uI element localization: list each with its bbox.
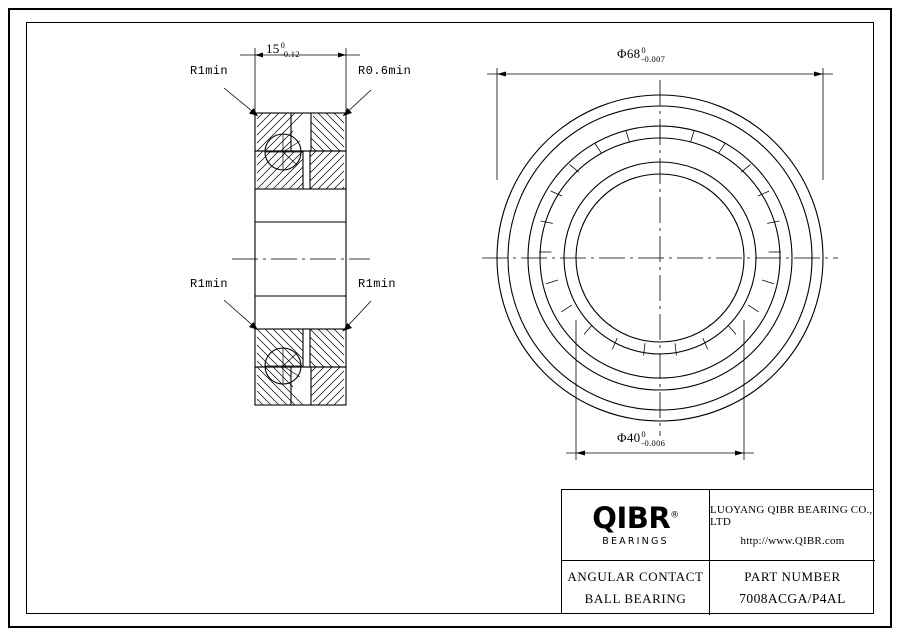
bore-symbol: Φ <box>617 430 627 445</box>
od-nominal: 68 <box>626 46 641 61</box>
leader-lines <box>224 88 371 331</box>
annotation-chamfer-bottom-right: R1min <box>358 277 397 291</box>
brand-text: QIBR <box>592 500 671 535</box>
brand-logo <box>562 490 710 561</box>
brand-name <box>592 500 679 535</box>
hatch-top-inner-right <box>310 151 344 189</box>
part-number-value: 7008ACGA/P4AL <box>739 591 846 606</box>
company-info <box>710 490 875 561</box>
bore-lower-tol: -0.006 <box>641 438 666 449</box>
front-view-centerlines <box>482 80 838 436</box>
annotation-chamfer-bottom-left: R1min <box>190 277 229 291</box>
hatch-bottom-right <box>311 367 344 405</box>
registered-mark: ® <box>670 509 679 520</box>
od-lower-tol: -0.007 <box>641 54 666 65</box>
annotation-chamfer-top-right: R0.6min <box>358 64 412 78</box>
description-line-2: BALL BEARING <box>584 591 687 606</box>
section-outer-ring-top <box>255 113 346 151</box>
title-block <box>561 489 874 614</box>
width-dimension-label <box>266 41 300 59</box>
product-description <box>562 561 710 615</box>
width-upper-tol: 0 <box>280 40 286 51</box>
part-number-cell <box>710 561 875 615</box>
od-symbol: Φ <box>617 46 627 61</box>
od-upper-tol: 0 <box>641 45 646 56</box>
annotation-chamfer-top-left: R1min <box>190 64 229 78</box>
width-nominal: 15 <box>266 41 280 56</box>
bore-nominal: 40 <box>626 430 641 445</box>
width-dimension <box>240 48 360 113</box>
width-lower-tol: -0.12 <box>280 49 300 60</box>
bore-upper-tol: 0 <box>641 429 646 440</box>
od-dimension-label <box>617 46 665 64</box>
brand-tagline: BEARINGS <box>602 535 669 547</box>
section-outer-ring-bottom <box>255 367 346 405</box>
hatch-bottom-left <box>257 367 303 405</box>
company-website[interactable]: http://www.QIBR.com <box>740 534 845 547</box>
part-number-label: PART NUMBER <box>744 569 841 584</box>
hatch-bottom-inner-right <box>310 329 344 367</box>
hatch-top-right <box>311 113 344 151</box>
hatch-top-left <box>257 113 303 151</box>
company-name: LUOYANG QIBR BEARING CO., LTD <box>710 503 873 528</box>
description-line-1: ANGULAR CONTACT <box>567 569 704 584</box>
bore-dimension-label <box>617 430 665 448</box>
